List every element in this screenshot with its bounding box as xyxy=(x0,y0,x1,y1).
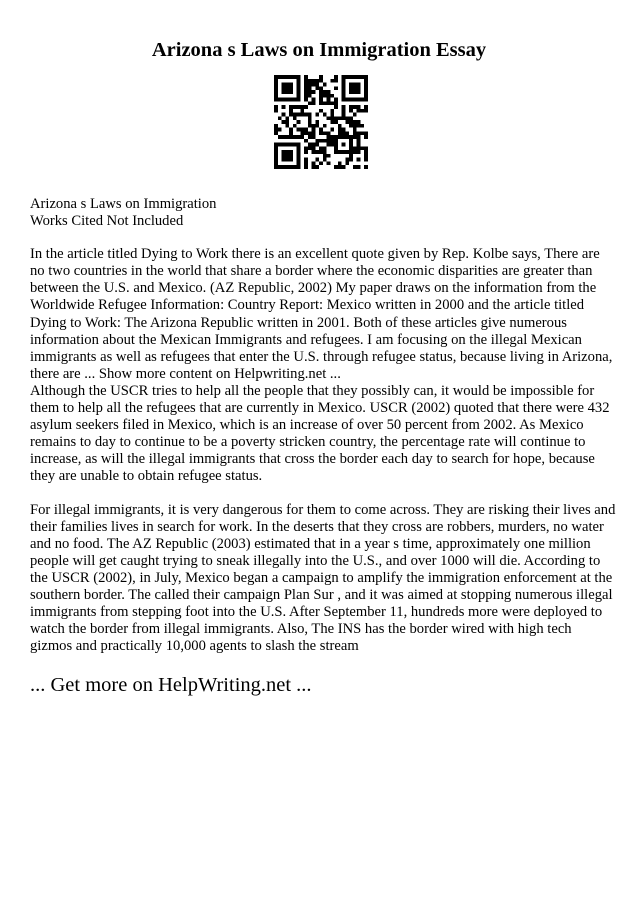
paragraph-gap xyxy=(30,230,616,246)
heading-line-1: Arizona s Laws on Immigration xyxy=(30,196,217,212)
document-title: Arizona s Laws on Immigration Essay xyxy=(151,39,487,61)
paragraph-3: For illegal immigrants, it is very dangerous for them to come across. They are risking their lives and their families lives in search for work. In the deserts that they cross are robbers, murders, no water and no food. The AZ Republic (2003) estimated that in a year s time, approximately one million people will get caught trying to sneak illegally into the U.S., and over 1000 will die. According to the USCR (2002), in July, Mexico began a campaign to amplify the immigration enforcement at the southern border. The called their campaign Plan Sur , and it was aimed at stopping numerous illegal immigrants from stepping foot into the U.S. After September 11, hundreds more were deployed to watch the border from illegal immigrants. Also, The INS has the border wired with high tech gizmos and practically 10,000 agents to slash the stream xyxy=(30,501,616,655)
qr-code-icon xyxy=(274,75,368,169)
get-more-link[interactable]: ... Get more on HelpWriting.net ... xyxy=(30,674,312,696)
paragraph-gap xyxy=(30,486,616,502)
paragraph-1: In the article titled Dying to Work there is an excellent quote given by Rep. Kolbe says, There are no two countries in the world that share a border where the economic disparities are greater than between the U.S. and Mexico. (AZ Republic, 2002) My paper draws on the information from the Worldwide Refugee Information: Country Report: Mexico written in 2000 and the article titled Dying to Work: The Arizona Republic written in 2001. Both of these articles give numerous information about the Mexican Immigrants and refugees. I am focusing on the illegal Mexican immigrants as well as refugees that enter the U.S. through refugee status, because living in Arizona, there are ... Show more content on Helpwriting.net ... xyxy=(30,246,613,382)
qr-code-graphic xyxy=(274,75,368,169)
paragraph-2: Although the USCR tries to help all the people that they possibly can, it would be impossible for them to help all the refugees that are currently in Mexico. USCR (2002) quoted that there were 432 asylum seekers filed in Mexico, which is an increase of over 50 percent from 2002. As Mexico remains to day to continue to be a poverty stricken country, the percentage rate will continue to increase, as will the illegal immigrants that cross the border each day to search for hope, because they are unable to obtain refugee status. xyxy=(30,382,610,485)
document-body xyxy=(30,196,616,655)
heading-line-2: Works Cited Not Included xyxy=(30,213,184,230)
